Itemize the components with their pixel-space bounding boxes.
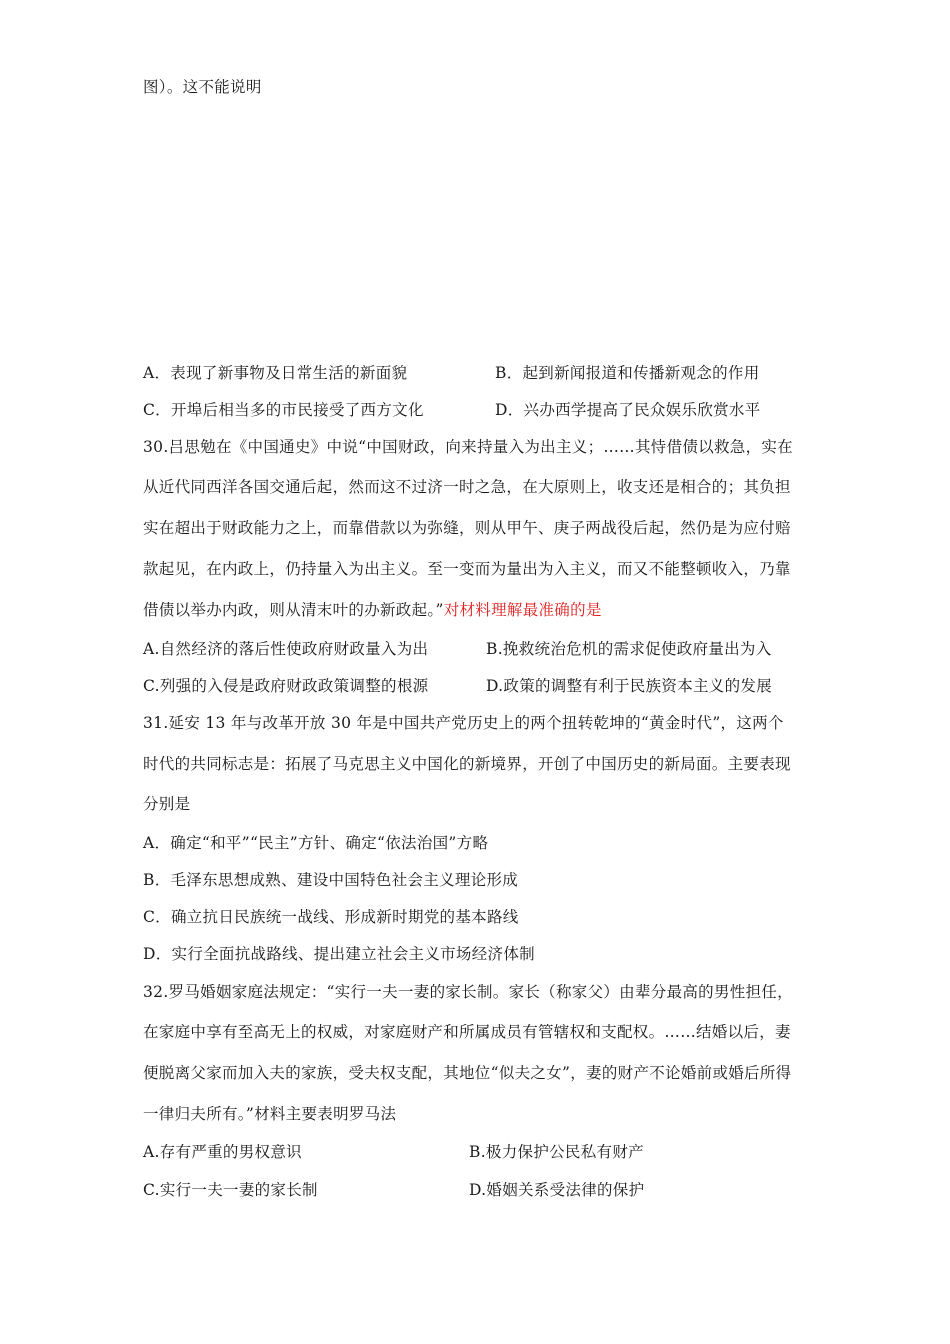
q32-option-row-ab: [143, 1142, 644, 1162]
q32-stem-line-4: 一律归夫所有。”材料主要表明罗马法: [143, 1105, 397, 1123]
q30-stem-line-1: 30.吕思勉在《中国通史》中说“中国财政，向来持量入为出主义；……其恃借债以救急，实在: [143, 438, 793, 456]
q30-option-c: C.列强的入侵是政府财政政策调整的根源: [143, 677, 429, 695]
q31-option-c: C．确立抗日民族统一战线、形成新时期党的基本路线: [143, 908, 519, 926]
q30-option-row-cd: [143, 676, 773, 696]
q32-option-b: B.极力保护公民私有财产: [469, 1143, 644, 1161]
q32-stem-line-2: 在家庭中享有至高无上的权威，对家庭财产和所属成员有管辖权和支配权。……结婚以后，妻: [143, 1023, 791, 1041]
q30-option-b: B.挽救统治危机的需求促使政府量出为入: [486, 640, 772, 658]
q30-question: 对材料理解最准确的是: [443, 601, 602, 619]
q30-option-d: D.政策的调整有利于民族资本主义的发展: [486, 677, 773, 695]
q31-stem-line-2: 时代的共同标志是：拓展了马克思主义中国化的新境界，开创了中国历史的新局面。主要表现: [143, 755, 791, 773]
q31-stem-line-3: 分别是: [143, 795, 191, 813]
q32-option-d: D.婚姻关系受法律的保护: [469, 1181, 645, 1199]
q29-option-d: D．兴办西学提高了民众娱乐欣赏水平: [495, 401, 761, 419]
q30-option-row-ab: [143, 639, 772, 659]
q31-stem-line-1: 31.延安 13 年与改革开放 30 年是中国共产党历史上的两个扭转乾坤的“黄金时代”，这两个: [143, 714, 784, 732]
q32-option-row-cd: [143, 1180, 645, 1200]
q31-option-a: A．确定“和平”“民主”方针、确定“依法治国”方略: [143, 834, 489, 852]
q32-stem-line-1: 32.罗马婚姻家庭法规定：“实行一夫一妻的家长制。家长（称家父）由辈分最高的男性担任，: [143, 983, 793, 1001]
q29-option-row-ab: [143, 363, 760, 383]
q31-option-d: D．实行全面抗战路线、提出建立社会主义市场经济体制: [143, 945, 535, 963]
q30-stem-line-4: 款起见，在内政上，仍持量入为出主义。至一变而为量出为入主义，而又不能整顿收入，乃靠: [143, 560, 791, 578]
q30-stem-line-3: 实在超出于财政能力之上，而靠借款以为弥缝，则从甲午、庚子两战役后起，然仍是为应付赔: [143, 519, 791, 537]
q29-stem-tail: 图）。这不能说明: [143, 78, 262, 96]
q30-option-a: A.自然经济的落后性使政府财政量入为出: [143, 640, 429, 658]
q29-option-c: C．开埠后相当多的市民接受了西方文化: [143, 401, 424, 419]
q29-option-a: A．表现了新事物及日常生活的新面貌: [143, 364, 408, 382]
q29-option-b: B．起到新闻报道和传播新观念的作用: [495, 364, 760, 382]
q32-option-c: C.实行一夫一妻的家长制: [143, 1181, 318, 1199]
q32-stem-line-3: 便脱离父家而加入夫的家族，受夫权支配，其地位“似夫之女”，妻的财产不论婚前或婚后所得: [143, 1064, 792, 1082]
q31-option-b: B．毛泽东思想成熟、建设中国特色社会主义理论形成: [143, 871, 519, 889]
q30-stem-line-5: [143, 600, 602, 620]
q32-option-a: A.存有严重的男权意识: [143, 1143, 302, 1161]
q30-stem-line-2: 从近代同西洋各国交通后起，然而这不过济一时之急，在大原则上，收支还是相合的；其负担: [143, 478, 791, 496]
q29-option-row-cd: [143, 400, 761, 420]
q30-stem-last: 借债以举办内政，则从清末叶的办新政起。”: [143, 601, 444, 619]
